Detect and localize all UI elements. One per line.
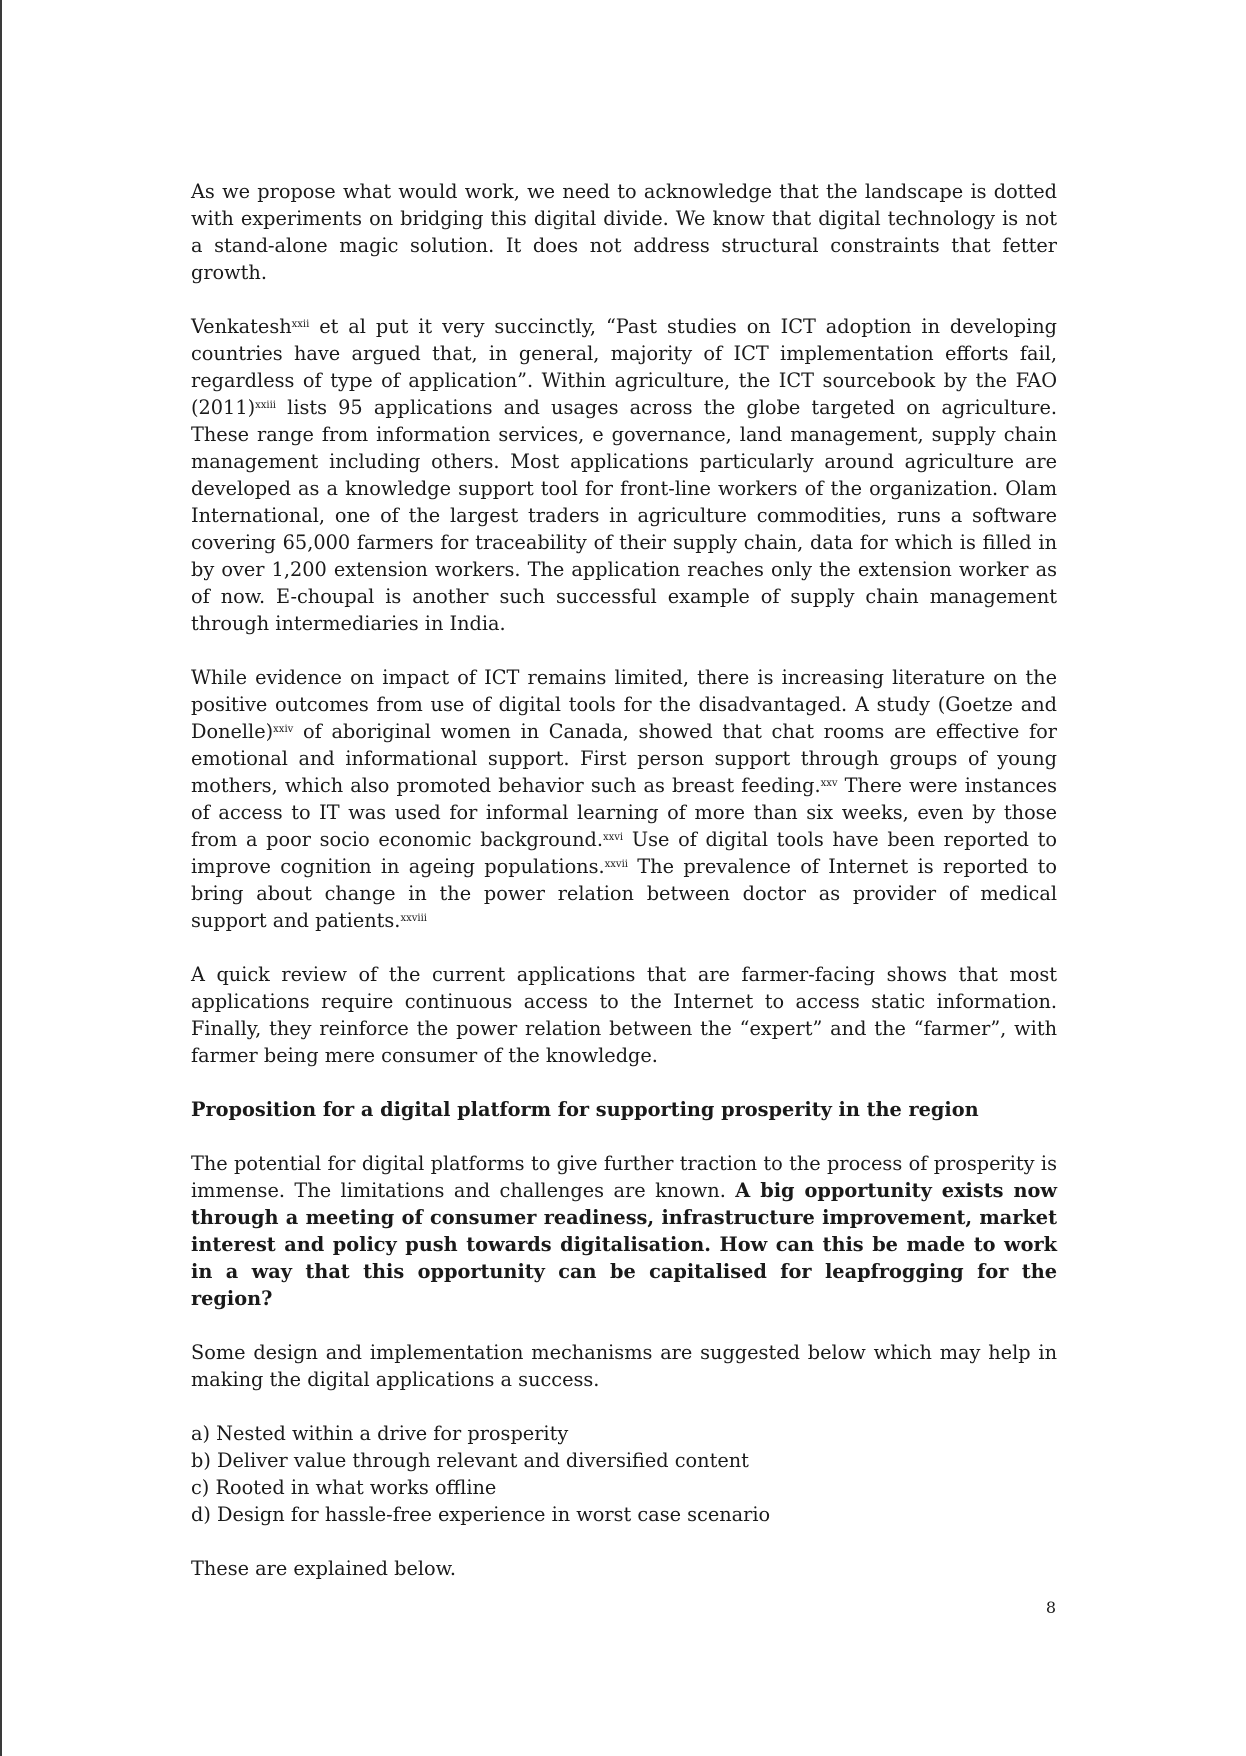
list-item: a) Nested within a drive for prosperity [191, 1422, 569, 1445]
mechanism-list [191, 1420, 1057, 1528]
bold-statement: A big opportunity exists now through a meeting of consumer readiness, infrastructure improvement, market interest and policy push towards digitalisation. How can this be made to work in a way that this opportunity can be capitalised for leapfrogging for the region? [191, 1179, 1057, 1310]
page-number: 8 [1045, 1598, 1056, 1617]
endnote-ref: xxiii [255, 400, 276, 411]
text-segment: et al put it very succinctly, “Past studies on ICT adoption in developing countries have argued that, in general, majority of ICT implementation efforts fail, regardless of type of application”. Within agriculture, the ICT sourcebook by the FAO (2011) [191, 315, 1057, 419]
endnote-ref: xxv [820, 778, 838, 789]
list-item: d) Design for hassle-free experience in worst case scenario [191, 1503, 771, 1526]
paragraph-4: A quick review of the current applications that are farmer-facing shows that most applications require continuous access to the Internet to access static information. Finally, they reinforce the power relation between the “expert” and the “farmer”, with farmer being mere consumer of the knowledge. [191, 963, 1057, 1067]
text-segment: The potential for digital platforms to give further traction to the process of prosperity is immense. The limitations and challenges are known. [191, 1152, 1057, 1202]
paragraph-1: As we propose what would work, we need to acknowledge that the landscape is dotted with experiments on bridging this digital divide. We know that digital technology is not a stand-alone magic solution. It does not address structural constraints that fetter growth. [191, 180, 1057, 284]
endnote-ref: xxviii [400, 913, 427, 924]
page-left-edge [0, 0, 2, 1756]
text-segment: The prevalence of Internet is reported to bring about change in the power relation between doctor as provider of medical support and patients. [191, 855, 1058, 932]
section-heading: Proposition for a digital platform for supporting prosperity in the region [191, 1098, 979, 1121]
text-segment: of aboriginal women in Canada, showed that chat rooms are effective for emotional and informational support. First person support through groups of young mothers, which also promoted behavior such as breast feeding. [191, 720, 1057, 797]
endnote-ref: xxii [291, 319, 310, 330]
endnote-ref: xxvi [603, 832, 624, 843]
text-segment: Use of digital tools have been reported to improve cognition in ageing populations. [191, 828, 1057, 878]
paragraph-3 [191, 664, 1057, 934]
text-segment: There were instances of access to IT was used for informal learning of more than six weeks, even by those from a poor socio economic background. [191, 774, 1057, 851]
document-body [191, 178, 1057, 1609]
list-item: c) Rooted in what works offline [191, 1476, 497, 1499]
paragraph-5 [191, 1150, 1057, 1312]
text-segment: While evidence on impact of ICT remains limited, there is increasing literature on the positive outcomes from use of digital tools for the disadvantaged. A study (Goetze and Donelle) [191, 666, 1057, 743]
text-segment: lists 95 applications and usages across the globe targeted on agriculture. These range from information services, e governance, land management, supply chain management including others. Most applications particularly around agriculture are developed as a knowledge support tool for front-line workers of the organization. Olam International, one of the largest traders in agriculture commodities, runs a software covering 65,000 farmers for traceability of their supply chain, data for which is filled in by over 1,200 extension workers. The application reaches only the extension worker as of now. E-choupal is another such successful example of supply chain management through intermediaries in India. [191, 396, 1057, 635]
endnote-ref: xxiv [273, 724, 294, 735]
text-segment: Venkatesh [191, 315, 292, 338]
endnote-ref: xxvii [604, 859, 628, 870]
list-item: b) Deliver value through relevant and diversified content [191, 1449, 749, 1472]
paragraph-2 [191, 313, 1057, 637]
paragraph-6: Some design and implementation mechanisms are suggested below which may help in making the digital applications a success. [191, 1341, 1057, 1391]
paragraph-7: These are explained below. [191, 1557, 457, 1580]
